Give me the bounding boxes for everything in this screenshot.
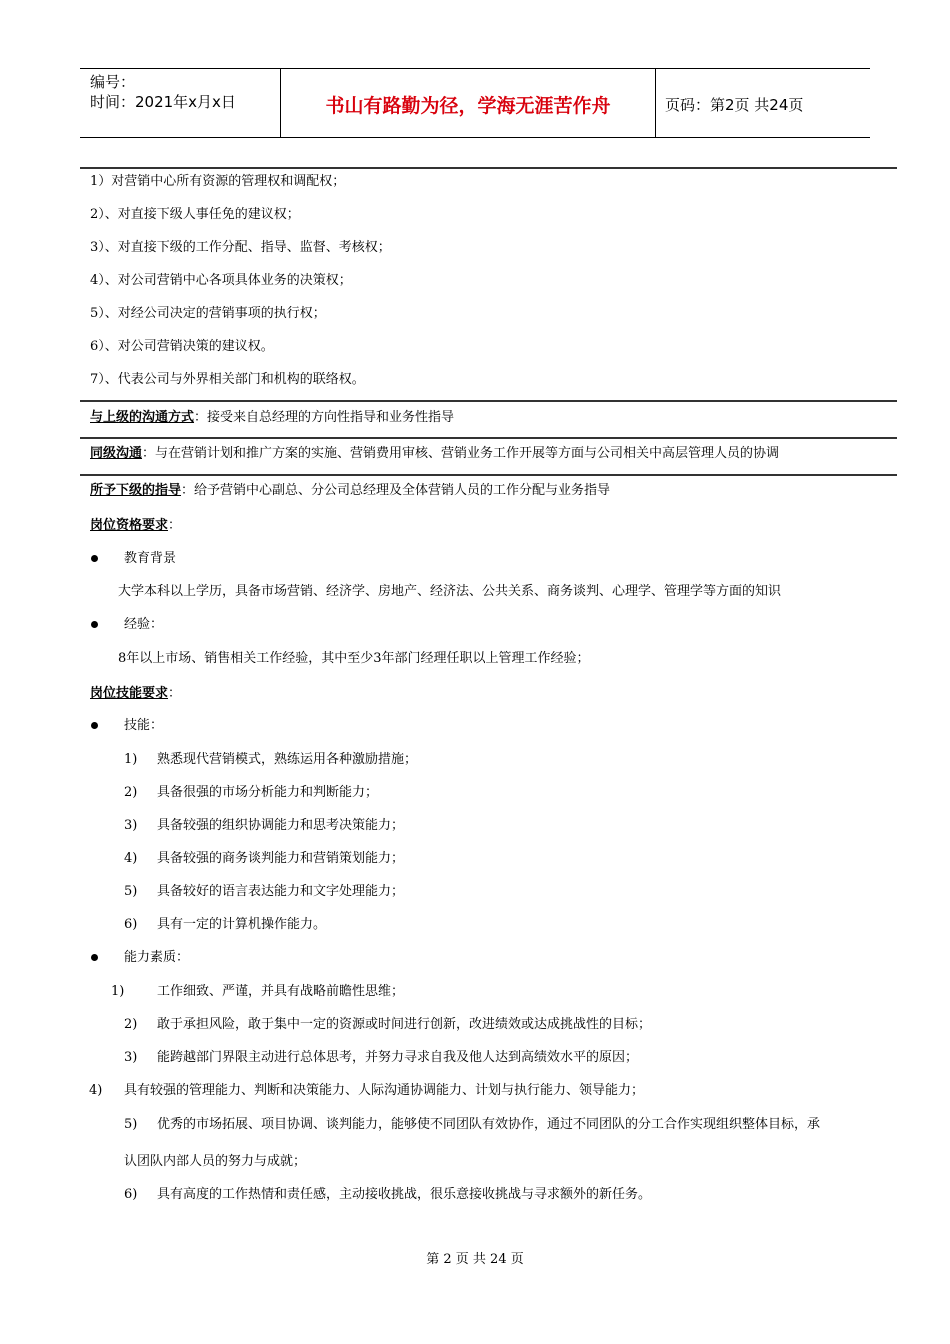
authority-item: 3）、对直接下级的工作分配、指导、监督、考核权； — [90, 240, 391, 255]
authority-item: 1）对营销中心所有资源的管理权和调配权； — [90, 174, 346, 189]
skill-num: 3) — [124, 818, 138, 833]
date-label: 时间：2021年x月x日 — [90, 93, 236, 111]
divider — [80, 167, 897, 169]
peer-label: 同级沟通 — [90, 446, 143, 461]
subordinate-guidance — [90, 483, 610, 499]
skill-item: 具备较强的商务谈判能力和营销策划能力； — [157, 851, 405, 866]
page-label: 页码：第2页 共24页 — [665, 96, 804, 114]
page-header — [80, 68, 870, 138]
ability-num: 2) — [124, 1017, 138, 1032]
header-motto-cell — [280, 69, 656, 137]
skill-item: 具备很强的市场分析能力和判断能力； — [157, 785, 379, 800]
ability-item: 能跨越部门界限主动进行总体思考，并努力寻求自我及他人达到高绩效水平的原因； — [157, 1050, 639, 1065]
subordinate-text: ：给予营销中心副总、分公司总经理及全体营销人员的工作分配与业务指导 — [181, 483, 611, 498]
education-text: 大学本科以上学历，具备市场营销、经济学、房地产、经济法、公共关系、商务谈判、心理学、管理学等方面的知识 — [118, 584, 782, 599]
ability-item-continued: 认团队内部人员的努力与成就； — [124, 1154, 307, 1169]
heading-colon: ： — [168, 686, 182, 701]
authority-item: 4）、对公司营销中心各项具体业务的决策权； — [90, 273, 352, 288]
peer-communication — [90, 446, 779, 462]
authority-item: 5）、对经公司决定的营销事项的执行权； — [90, 306, 326, 321]
bullet-icon — [91, 954, 98, 961]
superior-text: ：接受来自总经理的方向性指导和业务性指导 — [194, 410, 455, 425]
skill-num: 1) — [124, 752, 138, 767]
bullet-icon — [91, 722, 98, 729]
ability-num: 3) — [124, 1050, 138, 1065]
number-label: 编号： — [90, 73, 136, 91]
authority-item: 6）、对公司营销决策的建议权。 — [90, 339, 274, 354]
skill-title: 技能： — [124, 718, 164, 733]
bullet-icon — [91, 621, 98, 628]
peer-text: ：与在营销计划和推广方案的实施、营销费用审核、营销业务工作开展等方面与公司相关中高层管理人员的协调 — [142, 446, 780, 461]
experience-title: 经验： — [124, 617, 164, 632]
header-right-cell — [655, 69, 870, 137]
page-footer: 第 2 页 共 24 页 — [426, 1252, 524, 1267]
skill-item: 熟悉现代营销模式，熟练运用各种激励措施； — [157, 752, 418, 767]
qualification-heading-text: 岗位资格要求 — [90, 518, 169, 533]
ability-item: 优秀的市场拓展、项目协调、谈判能力，能够使不同团队有效协作，通过不同团队的分工合作实现组织整体目标，承 — [157, 1117, 821, 1132]
skills-heading — [90, 686, 181, 702]
ability-item: 工作细致、严谨，并具有战略前瞻性思维； — [157, 984, 405, 999]
ability-num: 6) — [124, 1187, 138, 1202]
authority-item: 2）、对直接下级人事任免的建议权； — [90, 207, 300, 222]
bullet-icon — [91, 555, 98, 562]
skill-item: 具有一定的计算机操作能力。 — [157, 917, 327, 932]
ability-num: 5) — [124, 1117, 138, 1132]
superior-communication — [90, 410, 454, 426]
qualification-heading — [90, 518, 181, 534]
skill-num: 5) — [124, 884, 138, 899]
ability-title: 能力素质： — [124, 950, 190, 965]
subordinate-label: 所予下级的指导 — [90, 483, 182, 498]
divider — [80, 474, 897, 476]
experience-text: 8年以上市场、销售相关工作经验，其中至少3年部门经理任职以上管理工作经验； — [118, 651, 590, 666]
education-title: 教育背景 — [124, 551, 177, 566]
skill-num: 2) — [124, 785, 138, 800]
skill-item: 具备较好的语言表达能力和文字处理能力； — [157, 884, 405, 899]
divider — [80, 400, 897, 402]
heading-colon: ： — [168, 518, 182, 533]
superior-label: 与上级的沟通方式 — [90, 410, 195, 425]
skill-num: 6) — [124, 917, 138, 932]
ability-num: 4) — [89, 1083, 103, 1098]
skill-num: 4) — [124, 851, 138, 866]
divider — [80, 437, 897, 439]
skill-item: 具备较强的组织协调能力和思考决策能力； — [157, 818, 405, 833]
skills-heading-text: 岗位技能要求 — [90, 686, 169, 701]
ability-item: 敢于承担风险，敢于集中一定的资源或时间进行创新，改进绩效或达成挑战性的目标； — [157, 1017, 652, 1032]
ability-item: 具有较强的管理能力、判断和决策能力、人际沟通协调能力、计划与执行能力、领导能力； — [124, 1083, 645, 1098]
authority-item: 7）、代表公司与外界相关部门和机构的联络权。 — [90, 372, 365, 387]
ability-num: 1) — [111, 984, 125, 999]
motto: 书山有路勤为径，学海无涯苦作舟 — [325, 95, 611, 117]
ability-item: 具有高度的工作热情和责任感，主动接收挑战，很乐意接收挑战与寻求额外的新任务。 — [157, 1187, 652, 1202]
header-left-cell — [80, 69, 280, 137]
